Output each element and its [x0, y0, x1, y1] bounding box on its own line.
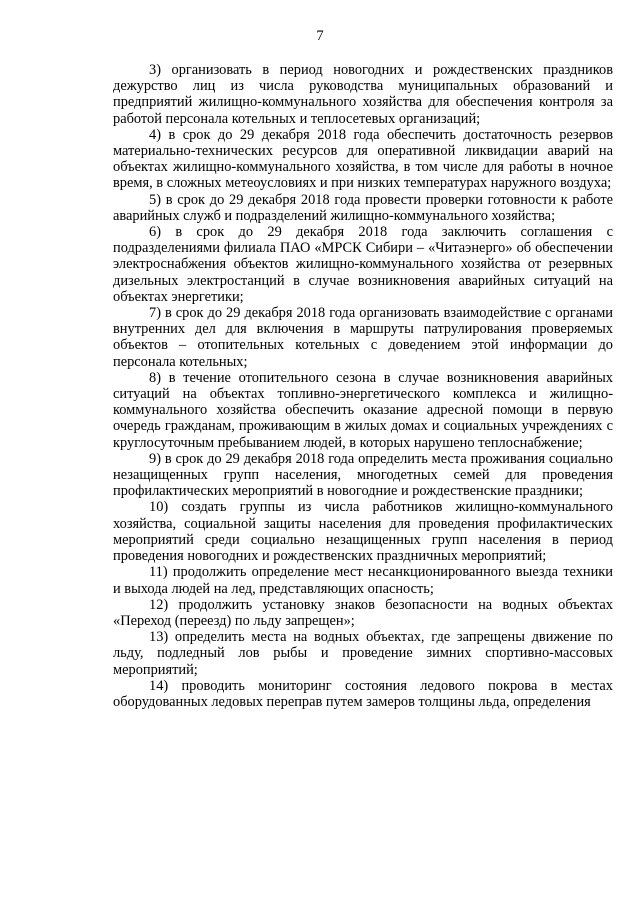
- paragraph-item-4: 4) в срок до 29 декабря 2018 года обеспечить достаточность резервов материально-технических ресурсов для оперативной ликвидации аварий на объектах жилищно-коммунального хозяйства, в том числе для работы в ночное время, в сложных метеоусловиях и при низких температурах наружного воздуха;: [113, 126, 613, 192]
- paragraph-item-14: 14) проводить мониторинг состояния ледового покрова в местах оборудованных ледовых переправ путем замеров толщины льда, определения: [113, 677, 613, 710]
- paragraph-item-5: 5) в срок до 29 декабря 2018 года провести проверки готовности к работе аварийных служб и подразделений жилищно-коммунального хозяйства;: [113, 191, 613, 224]
- paragraph-item-11: 11) продолжить определение мест несанкционированного выезда техники и выхода людей на лед, представляющих опасность;: [113, 564, 613, 597]
- document-body: [113, 62, 613, 710]
- paragraph-item-10: 10) создать группы из числа работников жилищно-коммунального хозяйства, социальной защиты населения для проведения профилактических мероприятий среди социально незащищенных групп населения в период проведения новогодних и рождественских праздничных мероприятий;: [113, 499, 613, 565]
- paragraph-item-6: 6) в срок до 29 декабря 2018 года заключить соглашения с подразделениями филиала ПАО «МРСК Сибири – «Читаэнерго» об обеспечении электроснабжения объектов жилищно-коммунального хозяйства от резервных дизельных электростанций в случае возникновения аварийных ситуаций на объектах энергетики;: [113, 224, 613, 305]
- paragraph-item-12: 12) продолжить установку знаков безопасности на водных объектах «Переход (переезд) по льду запрещен»;: [113, 596, 613, 629]
- paragraph-item-9: 9) в срок до 29 декабря 2018 года определить места проживания социально незащищенных групп населения, многодетных семей для проведения профилактических мероприятий в новогодние и рождественские праздники;: [113, 450, 613, 500]
- paragraph-item-8: 8) в течение отопительного сезона в случае возникновения аварийных ситуаций на объектах топливно-энергетического комплекса и жилищно-коммунального хозяйства обеспечить оказание адресной помощи в первую очередь гражданам, проживающим в жилых домах и социальных учреждениях с круглосуточным пребыванием людей, в которых нарушено теплоснабжение;: [113, 369, 613, 451]
- paragraph-item-13: 13) определить места на водных объектах, где запрещены движение по льду, подледный лов рыбы и проведение зимних спортивно-массовых мероприятий;: [113, 629, 613, 678]
- paragraph-item-3: 3) организовать в период новогодних и рождественских праздников дежурство лиц из числа руководства муниципальных образований и предприятий жилищно-коммунального хозяйства для обеспечения контроля за работой персонала котельных и теплосетевых организаций;: [113, 62, 613, 127]
- paragraph-item-7: 7) в срок до 29 декабря 2018 года организовать взаимодействие с органами внутренних дел для включения в маршруты патрулирования проверяемых объектов – отопительных котельных с доведением этой информации до персонала котельных;: [113, 305, 613, 370]
- page-number: 7: [316, 28, 324, 44]
